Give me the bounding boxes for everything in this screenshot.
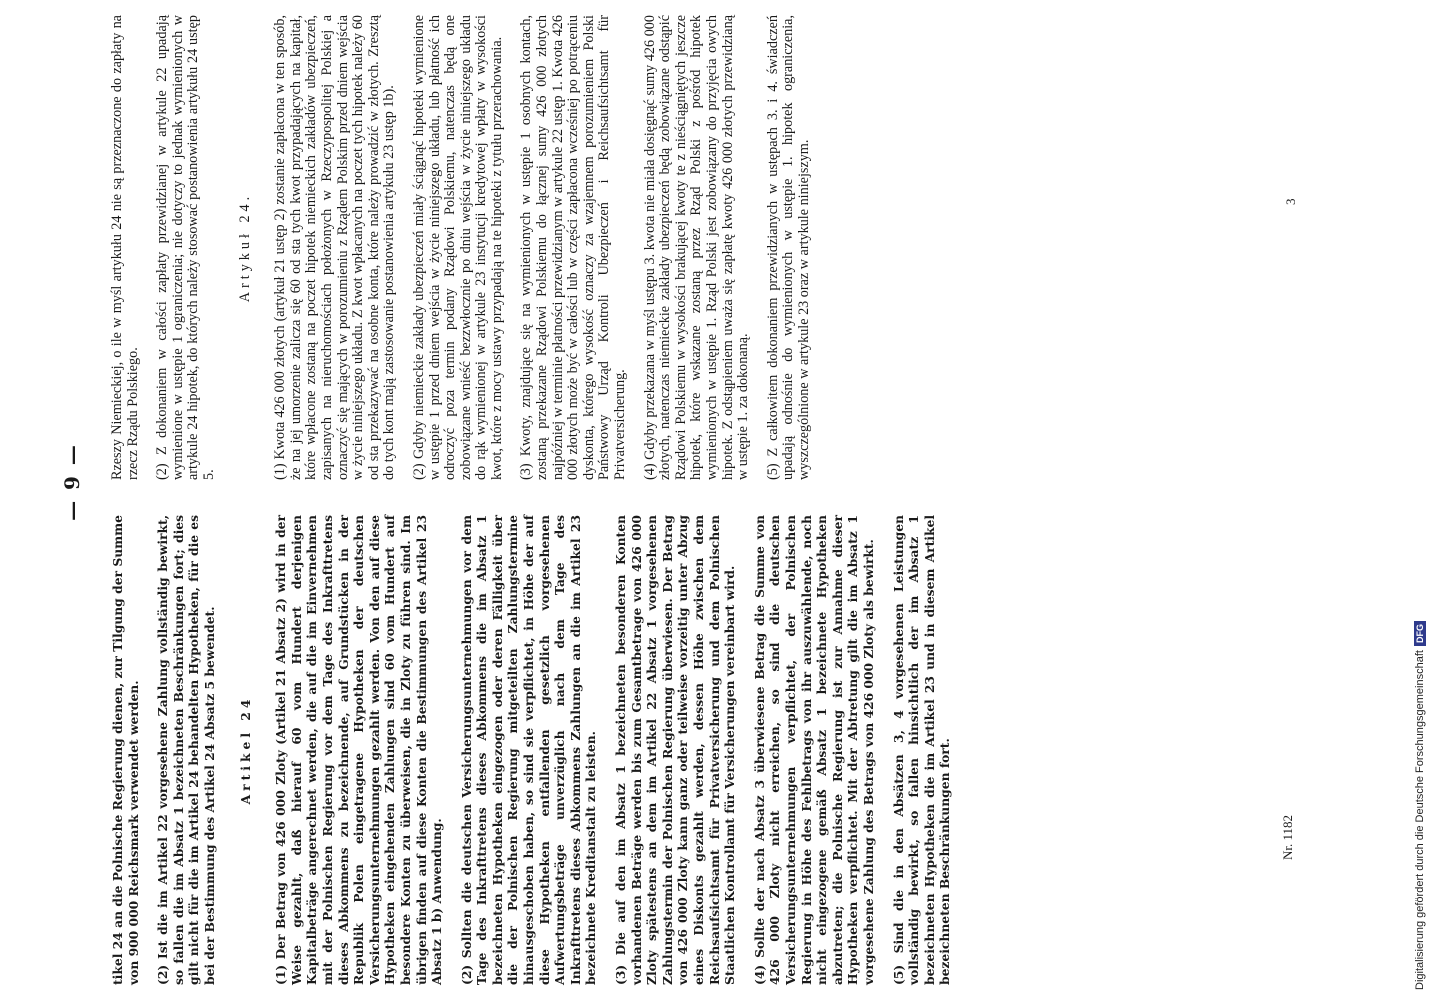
paragraph: (2) Gdyby niemieckie zakłady ubezpieczeń miały ściągnąć hipoteki wymienione w ustępie 1 przed dniem wejścia w życie niniejszego układu, lub płatność ich odroczyć poza termin podany Rządowi Polskiemu, natenczas będą one zobowiązane wnieść bezzwłocznie po dniu wejścia w życie niniejszego układu do rąk wymienionej w artykule 23 instytucji kredytowej wpłaty w wysokości kwot, które z mocy ustawy przypadają na te hipoteki z tytułu przerachowania. bbox=[410, 15, 505, 480]
article-heading: Artikel 24 bbox=[237, 695, 253, 805]
polish-column bbox=[110, 15, 813, 480]
page-number: — 9 — bbox=[60, 443, 84, 521]
paragraph: Rzeszy Niemieckiej, o ile w myśl artykułu 24 nie są przeznaczone do zapłaty na rzecz Rządu Polskiego. bbox=[109, 15, 141, 480]
dfg-logo: DFG bbox=[1414, 621, 1426, 646]
paragraph: (1) Kwota 426 000 złotych (artykuł 21 ustęp 2) zostanie zapłacona w ten sposób, że na jej umorzenie zalicza się 60 od sta tych kwot przypadających na kapitał, które wpłacone zostaną na poczet hipotek niemieckich zakładów ubezpieczeń, zapisanych na nieruchomościach położonych w Rzeczypospolitej Polskiej a oznaczyć się mających w porozumieniu z Rządem Polskim przed dniem wejścia w życie niniejszego układu. Z kwot wpłacanych na poczet tych hipotek należy 60 od sta przekazywać na osobne konta, które należy prowadzić w złotych. Zresztą do tych kont mają zastosowanie postanowienia artykułu 23 ustęp 1b). bbox=[272, 15, 398, 480]
paragraph: (2) Z dokonaniem w całości zapłaty przewidzianej w artykule 22 upadają wymienione w ustępie 1 ograniczenia; nie dotyczy to jednak wymienionych w artykule 24 hipotek, do których należy stosować postanowienia artykułu 24 ustęp 5. bbox=[154, 15, 217, 480]
german-column bbox=[110, 515, 953, 985]
digitization-text: Digitalisierung gefördert durch die Deutsche Forschungsgemeinschaft bbox=[1414, 650, 1426, 990]
paragraph: (1) Der Betrag von 426 000 Zloty (Artikel 21 Absatz 2) wird in der Weise gezahlt, daß hierauf 60 vom Hundert derjenigen Kapitalbeträge angerechnet werden, die auf die im Einvernehmen mit der Polnischen Regierung vor dem Tage des Inkrafttretens dieses Abkommens zu bezeichnende, auf Grundstücken in der Republik Polen eingetragene Hypotheken der deutschen Versicherungsunternehmungen gezahlt werden. Von den auf diese Hypotheken eingehenden Zahlungen sind 60 vom Hundert auf besondere Konten zu überweisen, die in Zloty zu führen sind. Im übrigen finden auf diese Konten die Bestimmungen des Artikel 23 Absatz 1 b) Anwendung. bbox=[273, 515, 445, 985]
paragraph: (3) Kwoty, znajdujące się na wymienionych w ustępie 1 osobnych kontach, zostaną przekazane Rządowi Polskiemu do łącznej sumy 426 000 złotych najpóźniej w terminie płatności przewidzianym w artykule 22 ustęp 1. Kwota 426 000 złotych może być w całości lub w części zapłacona wcześniej po potrąceniu dyskonta, którego wysokość oznaczy za wzajemnem porozumieniem Polski Państwowy Urząd Kontroli Ubezpieczeń i Reichsaufsichtsamt für Privatversicherung. bbox=[518, 15, 629, 480]
paragraph: (5) Sind die in den Absätzen 3, 4 vorgesehenen Leistungen vollständig bewirkt, so fallen hinsichtlich der im Absatz 1 bezeichneten Hypotheken die im Artikel 23 und in diesem Artikel bezeichneten Beschränkungen fort. bbox=[890, 515, 953, 985]
paragraph: (2) Sollten die deutschen Versicherungsunternehmungen vor dem Tage des Inkrafttretens dieses Abkommens die im Absatz 1 bezeichneten Hypotheken eingezogen oder deren Fälligkeit über die der Polnischen Regierung mitgeteilten Zahlungstermine hinausgeschoben haben, so sind sie verpflichtet, in Höhe der auf diese Hypotheken entfallenden gesetzlich vorgesehenen Aufwertungsbeträge unverzüglich nach dem Tage des Inkrafttretens dieses Abkommens Zahlungen an die im Artikel 23 bezeichnete Kreditanstalt zu leisten. bbox=[458, 515, 599, 985]
paragraph: (5) Z całkowitem dokonaniem przewidzianych w ustępach 3. i 4. świadczeń upadają odnośnie do wymienionych w ustępie 1. hipotek ograniczenia, wyszczególnione w artykule 23 oraz w artykule niniejszym. bbox=[764, 15, 812, 480]
paragraph: tikel 24 an die Polnische Regierung dienen, zur Tilgung der Summe von 900 000 Reichsmark verwendet werden. bbox=[110, 515, 141, 985]
article-heading: Artykuł 24. bbox=[236, 192, 253, 303]
digitization-note bbox=[1406, 10, 1430, 990]
paragraph: (4) Gdyby przekazana w myśl ustępu 3. kwota nie miała dosięgnąć sumy 426 000 złotych, natenczas niemieckie zakłady ubezpieczeń będą zobowiązane odstąpić Rządowi Polskiemu w wysokości brakującej kwoty te z nieściągniętych jeszcze hipotek, które wskazane zostaną przez Rząd Polski z pośród hipotek wymienionych w ustępie 1. Rząd Polski jest zobowiązany do przyjęcia owych hipotek. Z odstąpieniem uważa się zapłatę kwoty 426 000 złotych przewidzianą w ustępie 1. za dokonaną. bbox=[641, 15, 752, 480]
paragraph: (3) Die auf den im Absatz 1 bezeichneten besonderen Konten vorhandenen Beträge werden bis zum Gesamtbetrage von 426 000 Zloty spätestens an dem im Artikel 22 Absatz 1 vorgesehenen Zahlungstermin der Polnischen Regierung überwiesen. Der Betrag von 426 000 Zloty kann ganz oder teilweise vorzeitig unter Abzug eines Diskonts gezahlt werden, dessen Höhe zwischen dem Reichsaufsichtsamt für Privatversicherung und dem Polnischen Staatlichen Kontrollamt für Versicherungen vereinbart wird. bbox=[613, 515, 738, 985]
footer-issue-number: Nr. 1182 bbox=[1280, 814, 1295, 860]
footer-signature: 3 bbox=[1283, 198, 1298, 205]
paragraph: (2) Ist die im Artikel 22 vorgesehene Zahlung vollständig bewirkt, so fallen die im Absatz 1 bezeichneten Beschränkungen fort; dies gilt nicht für die im Artikel 24 behandelten Hypotheken, für die es bei der Bestimmung des Artikel 24 Absatz 5 bewendet. bbox=[155, 515, 217, 985]
paragraph: (4) Sollte der nach Absatz 3 überwiesene Betrag die Summe von 426 000 Zloty nicht erreichen, so sind die deutschen Versicherungsunternehmungen verpflichtet, der Polnischen Regierung in Höhe des Fehlbetrags von ihr auszuwählende, noch nicht eingezogene gemäß Absatz 1 bezeichnete Hypotheken abzutreten; die Polnische Regierung ist zur Annahme dieser Hypotheken verpflichtet. Mit der Abtretung gilt die im Absatz 1 vorgesehene Zahlung des Betrags von 426 000 Zloty als bewirkt. bbox=[751, 515, 876, 985]
